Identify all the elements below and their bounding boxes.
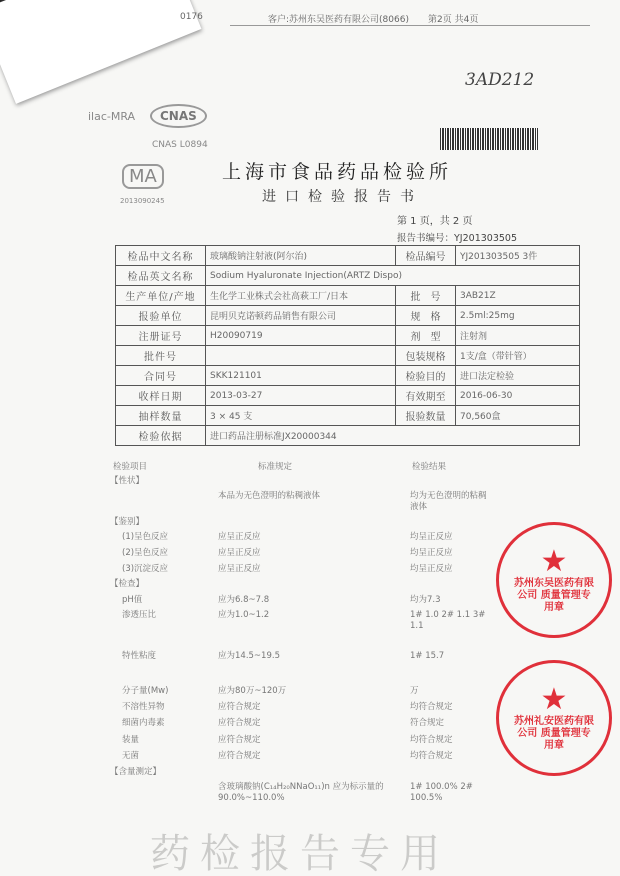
field-value: 3 × 45 支: [206, 406, 396, 426]
field-value: 2.5ml:25mg: [456, 306, 580, 326]
field-label: 检品中文名称: [116, 246, 206, 266]
table-row: [116, 266, 580, 286]
fax-page: 第2页 共4页: [428, 15, 479, 25]
page-info: 第 1 页，共 2 页: [397, 216, 473, 227]
standard-text: 应为14.5~19.5: [218, 651, 280, 661]
field-label: 检验依据: [116, 426, 206, 446]
customer: 客户:苏州东吴医药有限公司(8066): [268, 15, 409, 25]
standard-text: 应符合规定: [218, 718, 261, 728]
institute-title: 上海市食品药品检验所: [222, 161, 453, 183]
cnas-number: CNAS L0894: [152, 140, 208, 150]
result-text: 万: [410, 686, 419, 696]
field-label: 注册证号: [116, 326, 206, 346]
field-value: 玻璃酸钠注射液(阿尔治): [206, 246, 396, 266]
section-heading: 【鉴别】: [110, 517, 145, 527]
test-item: 无菌: [122, 751, 140, 761]
section-heading: 【含量测定】: [110, 767, 162, 777]
column-header-standard: 标准规定: [258, 462, 293, 472]
field-label: 生产单位/产地: [116, 286, 206, 306]
table-row: [116, 426, 580, 446]
field-label: 批 号: [396, 286, 456, 306]
column-header-result: 检验结果: [412, 462, 447, 472]
field-label: 报验数量: [396, 406, 456, 426]
red-seal-lian: [496, 660, 612, 776]
standard-text: 应呈正反应: [218, 548, 261, 558]
result-text: 1# 15.7: [410, 651, 445, 661]
standard-text: 应符合规定: [218, 751, 261, 761]
result-text: 均符合规定: [410, 751, 453, 761]
seal-text-2: 苏州礼安医药有限公司 质量管理专用章: [514, 716, 594, 751]
standard-text: 应呈正反应: [218, 564, 261, 574]
table-row: [116, 246, 580, 266]
test-item: 渗透压比: [122, 610, 157, 620]
test-item: 装量: [122, 735, 140, 745]
table-row: [116, 366, 580, 386]
field-value: Sodium Hyaluronate Injection(ARTZ Dispo): [206, 266, 580, 286]
section-heading: 【检查】: [110, 579, 145, 589]
test-item: 不溶性异物: [122, 702, 165, 712]
field-label: 有效期至: [396, 386, 456, 406]
standard-text: 应为1.0~1.2: [218, 610, 270, 620]
field-value: 昆明贝克诺顿药品销售有限公司: [206, 306, 396, 326]
report-subtitle: 进口检验报告书: [262, 189, 423, 205]
field-value: 注射剂: [456, 326, 580, 346]
field-value: 2013-03-27: [206, 386, 396, 406]
star-icon: ★: [540, 544, 568, 579]
column-header-item: 检验项目: [113, 462, 148, 472]
field-label: 检品编号: [396, 246, 456, 266]
barcode: [440, 128, 538, 150]
test-item: 特性粘度: [122, 651, 157, 661]
test-item: (1)呈色反应: [122, 532, 169, 542]
folded-corner-flap: [0, 0, 201, 104]
ma-number: 2013090245: [120, 197, 165, 205]
seal-text-1: 苏州东吴医药有限公司 质量管理专用章: [514, 578, 594, 613]
ilac-logo: ilac-MRA: [88, 110, 136, 123]
field-label: 收样日期: [116, 386, 206, 406]
result-text: 均符合规定: [410, 702, 453, 712]
result-text: 均呈正反应: [410, 548, 453, 558]
field-value: 1支/盒（带针管）: [456, 346, 580, 366]
standard-text: 应符合规定: [218, 735, 261, 745]
field-label: 规 格: [396, 306, 456, 326]
handwritten-batch: 3AD212: [465, 70, 535, 90]
fax-id: 0176: [180, 12, 203, 22]
test-item: 细菌内毒素: [122, 718, 165, 728]
field-value: [206, 346, 396, 366]
table-row: [116, 406, 580, 426]
result-text: 均符合规定: [410, 735, 453, 745]
result-text: 均呈正反应: [410, 532, 453, 542]
ma-logo: MA: [122, 164, 164, 189]
field-value: 3AB21Z: [456, 286, 580, 306]
test-item: (3)沉淀反应: [122, 564, 169, 574]
cnas-logo: CNAS: [150, 104, 207, 128]
section-heading: 【性状】: [110, 476, 145, 486]
field-label: 合同号: [116, 366, 206, 386]
field-value: 2016-06-30: [456, 386, 580, 406]
standard-text: 应呈正反应: [218, 532, 261, 542]
result-text: 均呈正反应: [410, 564, 453, 574]
field-label: 剂 型: [396, 326, 456, 346]
standard-text: 应为80万~120万: [218, 686, 287, 696]
result-text: 均为无色澄明的粘稠液体: [410, 491, 487, 512]
sample-info-table: [115, 245, 580, 446]
field-value: 70,560盒: [456, 406, 580, 426]
result-text: 1# 1.0 2# 1.1 3# 1.1: [410, 610, 486, 631]
field-label: 包装规格: [396, 346, 456, 366]
field-value: 进口法定检验: [456, 366, 580, 386]
field-label: 抽样数量: [116, 406, 206, 426]
table-row: [116, 326, 580, 346]
red-seal-dongwu: [496, 522, 612, 638]
standard-text: 应符合规定: [218, 702, 261, 712]
field-label: 检品英文名称: [116, 266, 206, 286]
field-label: 批件号: [116, 346, 206, 366]
test-item: pH值: [122, 595, 143, 605]
field-label: 报验单位: [116, 306, 206, 326]
report-number: 报告书编号：YJ201303505: [397, 233, 518, 244]
standard-text: 含玻璃酸钠(C₁₄H₂₀NNaO₁₁)n 应为标示量的90.0%~110.0%: [218, 782, 384, 803]
field-value: 进口药品注册标准JX20000344: [206, 426, 580, 446]
watermark: 药检报告专用: [150, 831, 450, 876]
table-row: [116, 386, 580, 406]
result-text: 均为7.3: [410, 595, 441, 605]
field-value: SKK121101: [206, 366, 396, 386]
field-value: H20090719: [206, 326, 396, 346]
test-item: 分子量(Mw): [122, 686, 169, 696]
standard-text: 应为6.8~7.8: [218, 595, 270, 605]
header-divider: [230, 25, 590, 26]
field-label: 检验目的: [396, 366, 456, 386]
test-item: (2)呈色反应: [122, 548, 169, 558]
field-value: YJ201303505 3件: [456, 246, 580, 266]
table-row: [116, 286, 580, 306]
result-text: 符合规定: [410, 718, 445, 728]
star-icon: ★: [540, 682, 568, 717]
table-row: [116, 346, 580, 366]
standard-text: 本品为无色澄明的粘稠液体: [218, 491, 321, 501]
field-value: 生化学工业株式会社高萩工厂/日本: [206, 286, 396, 306]
result-text: 1# 100.0% 2# 100.5%: [410, 782, 473, 803]
table-row: [116, 306, 580, 326]
